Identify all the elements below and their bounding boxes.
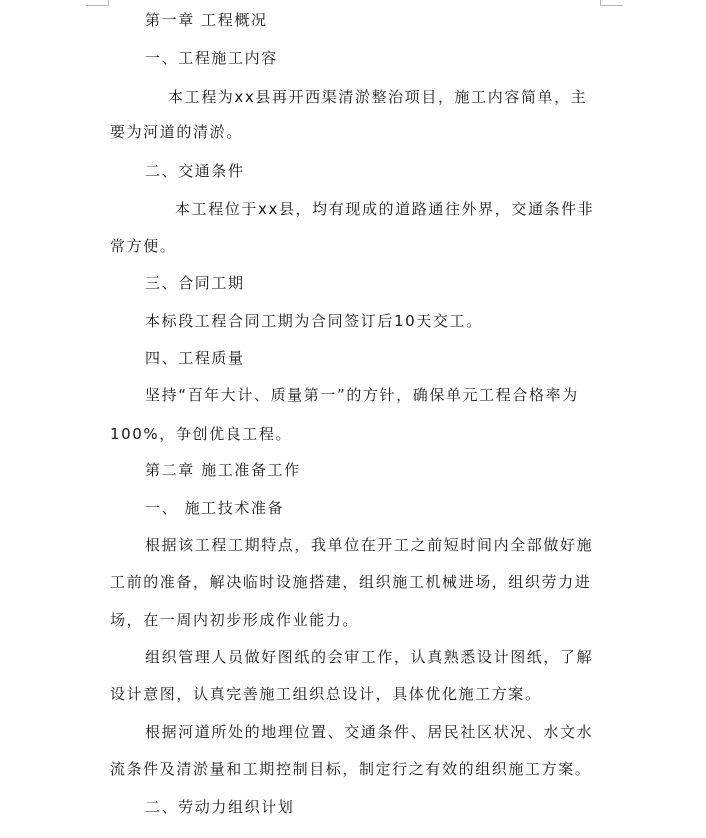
paragraph-line: 本标段工程合同工期为合同签订后10天交工。 [145,312,483,330]
paragraph-line: 设计意图，认真完善施工组织总设计，具体优化施工方案。 [110,685,542,703]
section-heading-technical-prep: 一、 施工技术准备 [145,499,285,517]
paragraph-line: 坚持“百年大计、质量第一”的方针，确保单元工程合格率为 [145,386,579,404]
paragraph-line: 要为河道的清淤。 [110,123,243,141]
margin-corner-mark-right [600,0,623,6]
paragraph-line: 场，在一周内初步形成作业能力。 [110,611,360,629]
paragraph-line: 根据该工程工期特点，我单位在开工之前短时间内全部做好施 [145,536,594,554]
paragraph-line: 常方便。 [110,237,177,255]
paragraph-line: 组织管理人员做好图纸的会审工作，认真熟悉设计图纸，了解 [145,648,594,666]
paragraph-line: 100%，争创优良工程。 [110,425,293,443]
section-heading-construction-content: 一、工程施工内容 [145,49,278,67]
section-heading-contract-period: 三、合同工期 [145,274,245,292]
section-heading-quality: 四、工程质量 [145,349,245,367]
chapter-2-heading: 第二章 施工准备工作 [145,461,301,479]
section-heading-traffic: 二、交通条件 [145,162,245,180]
paragraph-line: 工前的准备，解决临时设施搭建，组织施工机械进场，组织劳力进 [110,573,592,591]
section-heading-labor-plan: 二、劳动力组织计划 [145,798,295,816]
chapter-1-heading: 第一章 工程概况 [145,11,268,29]
paragraph-line: 本工程为xx县再开西渠清淤整治项目，施工内容简单，主 [168,88,588,106]
paragraph-line: 本工程位于xx县，均有现成的道路通往外界，交通条件非 [175,200,595,218]
paragraph-line: 根据河道所处的地理位置、交通条件、居民社区状况、水文水 [145,723,594,741]
margin-corner-mark-left [86,0,109,6]
paragraph-line: 流条件及清淤量和工期控制目标，制定行之有效的组织施工方案。 [110,760,592,778]
